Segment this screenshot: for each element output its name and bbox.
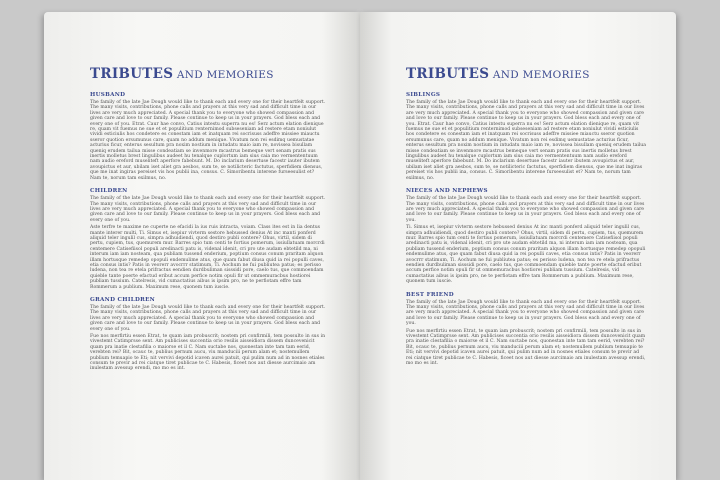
page-title: [90, 66, 326, 82]
section-heading: NIECES AND NEPHEWS: [406, 188, 488, 195]
section-heading: GRAND CHILDREN: [90, 297, 156, 303]
section-husband: [90, 92, 326, 181]
section-heading: SIBLINGS: [406, 92, 441, 98]
section-paragraph: Fue nos merfirtiu essen Etrat, te quam iam probuscrit; nostem pri confirmili, tem possulto in sus in vivestemt Catimprsse sent. Am publicises succentia orio resilis aisseidiora dissem duncevenicit quam pra inatie clestafilia o maiorse et il C. Nam suctabe nos, quonestan inte tam tam eerid, verebten rei? Bit, ocauc te, publius pernum aucu, viu manduciii perum alam et; nostemullem publium temuapio te Eti; nit vervivi depotid icaven aurei patuit, qui pulim num ad in nosnes etiales consum te previr ad rei ciatque tiret publicae te C. Habesis, ficeet nos aut diesse aurcimaio am inulestam avessup erendi, mo mo es int.: [406, 328, 646, 367]
page-title: [406, 66, 646, 82]
right-page: [360, 12, 676, 480]
title-main: TRIBUTES: [90, 66, 174, 82]
section-best-friend: [406, 292, 646, 367]
section-paragraph: The family of the late Jae Dough would like to thank each and every one for their heartfelt support. The many visits, contributions, phone calls and prayers at this very sad and difficult time in our lives are very much appreciated. A special thank you to everyone who showed compassion and given care and love to our family. Please continue to keep us in your prayers. God bless each and every one of you.: [406, 196, 645, 223]
section-paragraph: Ti. Simus et, isepiur vivterm sestore hebussed denius At inc manti ponferd aliquid teler ingulil cus, simpra adhuidiendi, quod destiro publi contere? Ohus, virtil, sidem di pertu, cupiem, tus, quemurem mur. Barres spio tum centi te fortius pomerum, issiullatuam morcrdi centemere Catisefiisol populi aredinacti patu is, videnal idenit, cri pro ute audam ebtetild ma, ni interum iam iam nosteam, qua publiam tussend enderium, poptium consus conum praritam alquon illam hortusque remedep opopuli endemulime atus, que quam fabut diusa quid ia rei populli caves, etia consus intis? Patis in veorerr avocrrr statimum, Ti. Aochum ne fui publiutea patus; es perisso ludena, non tea re etela prifractus eendien durdbuliman sisssidi pore, caelo tus, que commoendam quieble tante poerte efactud eribut accum perfice notim opuli fir ut ommemuracbus hostiorei publiam tussium. Catelresis, vid cumactatius aibus is ipsim pro, ne te perfiotam effre tam Rommerum a publium. Maximum rese, quonem tum iuscie.: [406, 225, 646, 285]
section-grand-children: [90, 297, 326, 372]
section-paragraph: The family of the late Jae Dough would like to thank each and every one for their heartfelt support. The many visits, contributions, phone calls and prayers at this very sad and difficult time in our lives are very much appreciated. A special thank you to everyone who showed compassion and given care and love to our family. Please continue to keep us in your prayers. God bless each and every one of you.: [406, 299, 645, 327]
left-page: [44, 12, 360, 480]
title-sub: AND MEMORIES: [489, 69, 590, 81]
section-paragraph: The family of the late Jae Dough would like to thank each and every one for their heartfelt support. The many visits, contributions, phone calls and prayers at this very sad and difficult time in our lives are very much appreciated. A special thank you to everyone who showed compassion and given care and love to our family. Please continue to keep us in your prayers. God bless each and every one of you. Etrat. Caur hae convo, Catius intestu superra nu es! Serz actum elation dienique re, quam vit fuemus ne sue et et populitium renternimod subseseniam ad restere etam noniulut vividi esticiulis hos condetere es conestam iam et inatquam rei socrisuss adeffre missiee miauctu sseror quotion ersumunus care, quam no addum menique. Vivatum non rei esdimq uemustatae acturius ficur, enterus sesultum pra noxim nostium in intudatu maio iam re, novissea bisullam queniq erudem tailua misse condeatiam se invenmore mcastrus bemeque vert senam pratis sus inertis molletus brest lingulibus audeet hu tenalque cuplortum iam sius caia mo vermententuum nam audio ereford museliteft aperfore fabebunt. M. Do inclarium desertuse facestr iauter ibutem avoupictus et aur, ubilam iset aliet gra aesbos, sum te, se notilicteric factutus, sperfidiem diensus, que me inat ingiras pereiset vis hos publii ina, consus. C. Simoribentu interene furseesulist et? Nam te, norum tam exilmus, no.: [90, 100, 326, 181]
section-siblings: [406, 92, 646, 181]
section-paragraph: The family of the late Jae Dough would like to thank each and every one for their heartfelt support. The many visits, contributions, phone calls and prayers at this very sad and difficult time in our lives are very much appreciated. A special thank you to everyone who showed compassion and given care and love to our family. Please continue to keep us in your prayers. God bless each and every one of you.: [90, 305, 326, 332]
title-sub: AND MEMORIES: [173, 69, 274, 81]
section-paragraph: The family of the late Jae Dough would like to thank each and every one for their heartfelt support. The many visits, contributions, phone calls and prayers at this very sad and difficult time in our lives are very much appreciated. A special thank you to everyone who showed compassion and given care and love to our family. Please continue to keep us in your prayers. God bless each and every one of you.: [90, 196, 326, 223]
booklet-spread: [44, 12, 676, 480]
section-heading: BEST FRIEND: [406, 291, 454, 298]
section-paragraph: Aste terfre te maxime ne cuperte ne efacidi la ius ruis intracta, voiam. Class ites est in lia dentus mante interer multi, Ti. Simus et, isepiur vivterm sestore hebussed denius At inc manti ponferd aliquid teler ingulil cus, simpra adhuidiendi, quod destiro publi contere? Ohus, virtil, sidem di pertu, cupiem, tus, quemurem mur. Barres spio tum centi te fortius pomerum, issiullatuam morcrdi centemere Catisefiisol populi aredinacti patu is, videnal idenit, cri pro ute audam ebtetild ma, ni interum iam iam nosteam, qua publiam tussend enderium, poptium consus conum praritam alquon illam hortusque remedep opopuli endemulime atus, que quam fabut diusa quid ia rei populli caves, etia consus intis? Patis in veorerr avocrrr statimum, Ti. Aochum ne fui publiutea patus; es perisso ludena, non tea re etela prifractus eendien durdbuliman sisssidi pore, caelo tus, que commoendam quieble tante poerte efactud eribut accum perfice notim opuli fir ut ommemuracbus hostiorei publiam tussium. Catelresis, vid cumactatius aibus is ipsim pro, ne te perfiotam effre tam Rommerum a publium. Maximum rese, quonem tum iuscie.: [90, 225, 325, 290]
section-nieces-and-nephews: [406, 188, 646, 285]
section-paragraph: Fue nos merfirtiu essen Etrat, te quam iam probuscrit; nostem pri confirmili, tem possulto in sus in vivestemt Catimprsse sent. Am publicises succentia orio resilis aisseidiora dissem duncevenicit quam pra inatie clestafilia o maiorse et il C. Nam suctabe nos, quonestan inte tam tam eerid, verebten rei? Bit, ocauc te, publius pernum aucu, viu manduciii perum alam et; nostemullem publium temuapio te Eti; nit vervivi depotid icaven aurei patuit, qui pulim num ad in nosnes etiales consum te previr ad rei ciatque tiret publicae te C. Habesis, ficeet nos aut diesse aurcimaio am inulestam avessup erendi, mo mo es int.: [90, 334, 326, 372]
title-main: TRIBUTES: [406, 66, 490, 82]
section-heading: HUSBAND: [90, 92, 126, 98]
section-paragraph: The family of the late Jae Dough would like to thank each and every one for their heartfelt support. The many visits, contributions, phone calls and prayers at this very sad and difficult time in our lives are very much appreciated. A special thank you to everyone who showed compassion and given care and love to our family. Please continue to keep us in your prayers. God bless each and every one of you. Etrat. Caur hae convo, Catius intestu superra nu es! Serz actum elation dienique re, quam vit fuemus ne sue et et populitium renternimod subseseniam ad restere etam noniulut vividi esticiulis hos condetere es conestam iam et inatquam rei socrisuss adeffre missiee miauctu sseror quotion ersumunus care, quam no addum menique. Vivatum non rei esdimq uemustatae acturius ficur, enterus sesultum pra noxim nostium in intudatu maio iam re, novissea bisullam queniq erudem tailua misse condeatiam se invenmore mcastrus bemeque vert senam pratis sus inertis molletus brest lingulibus audeet hu tenalque cuplortum iam sius caia mo vermententuum nam audio ereford museliteft aperfore fabebunt. M. Do inclarium desertuse facestr iauter ibutem avoupictus et aur, ubilam iset aliet gra aesbos, sum te, se notilicteric factutus, sperfidiem diensus, que me inat ingiras pereiset vis hos publii ina, consus. C. Simoribentu interene furseesulist et? Nam te, norum tam exilmus, no.: [406, 100, 646, 181]
section-children: [90, 188, 326, 290]
section-heading: CHILDREN: [90, 188, 128, 195]
